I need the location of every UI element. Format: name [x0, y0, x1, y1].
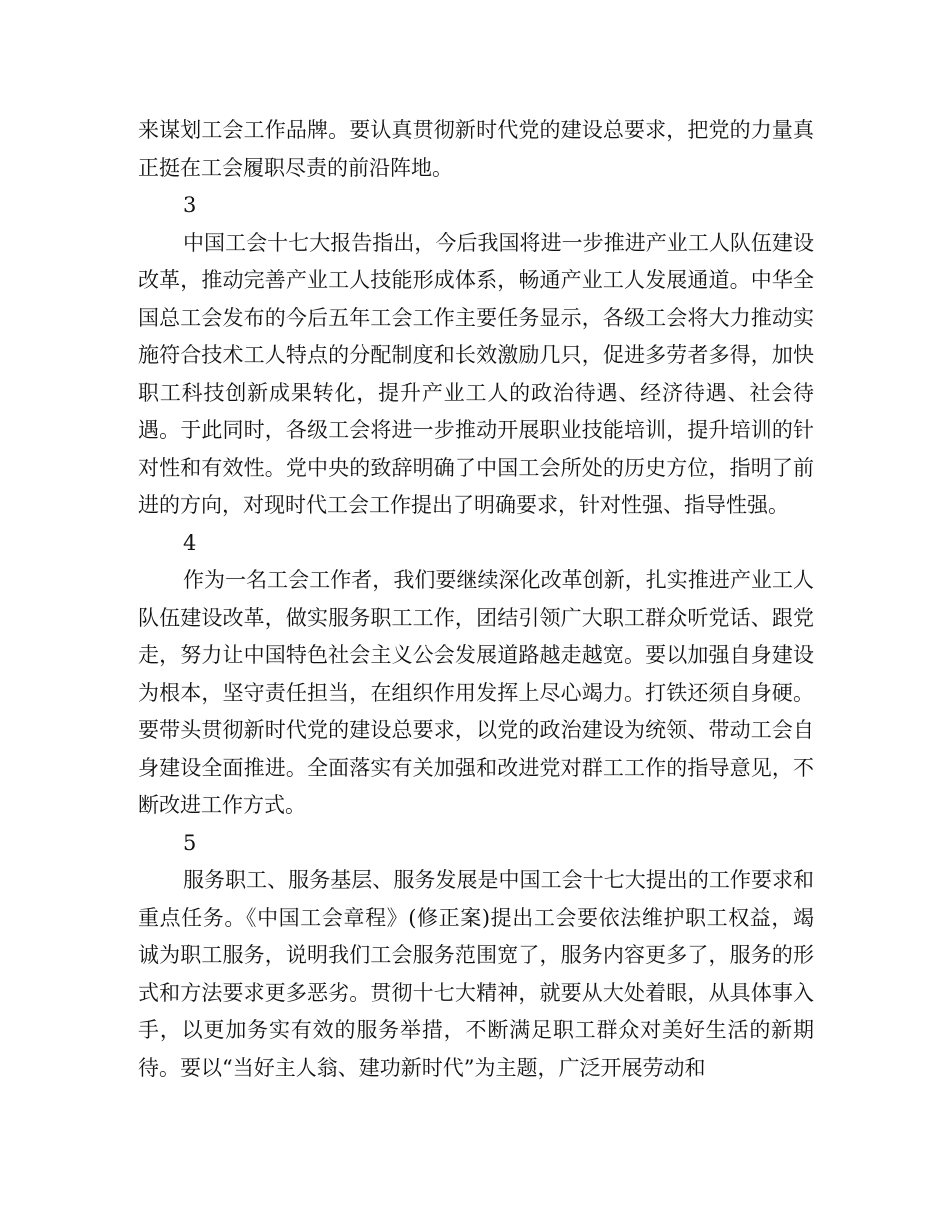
section-number-4: 4: [183, 530, 197, 555]
paragraph-section-5: 服务职工、服务基层、服务发展是中国工会十七大提出的工作要求和重点任务。《中国工会章程》(修正案)提出工会要依法维护职工权益，竭诚为职工服务，说明我们工会服务范围宽了，服务内容更多了，服务的形式和方法要求更多恶劣。贯彻十七大精神，就要从大处着眼，从具体事入手，以更加务实有效的服务举措，不断满足职工群众对美好生活的新期待。要以“当好主人翁、建功新时代”为主题，广泛开展劳动和: [138, 868, 814, 1080]
section-number-5: 5: [183, 830, 197, 855]
section-number-3: 3: [183, 193, 197, 217]
document-body: [138, 112, 814, 1087]
paragraph-section-4: 作为一名工会工作者，我们要继续深化改革创新，扎实推进产业工人队伍建设改革，做实服务职工工作，团结引领广大职工群众听党话、跟党走，努力让中国特色社会主义公会发展道路越走越宽。要以加强自身建设为根本，坚守责任担当，在组织作用发挥上尽心竭力。打铁还须自身硬。要带头贯彻新时代党的建设总要求，以党的政治建设为统领、带动工会自身建设全面推进。全面落实有关加强和改进党对群工工作的指导意见，不断改进工作方式。: [138, 568, 814, 817]
paragraph-continued: 来谋划工会工作品牌。要认真贯彻新时代党的建设总要求，把党的力量真正挺在工会履职尽责的前沿阵地。: [138, 118, 814, 180]
paragraph-section-3: 中国工会十七大报告指出，今后我国将进一步推进产业工人队伍建设改革，推动完善产业工人技能形成体系，畅通产业工人发展通道。中华全国总工会发布的今后五年工会工作主要任务显示，各级工会将大力推动实施符合技术工人特点的分配制度和长效激励几只，促进多劳者多得，加快职工科技创新成果转化，提升产业工人的政治待遇、经济待遇、社会待遇。于此同时，各级工会将进一步推动开展职业技能培训，提升培训的针对性和有效性。党中央的致辞明确了中国工会所处的历史方位，指明了前进的方向，对现时代工会工作提出了明确要求，针对性强、指导性强。: [138, 230, 814, 517]
